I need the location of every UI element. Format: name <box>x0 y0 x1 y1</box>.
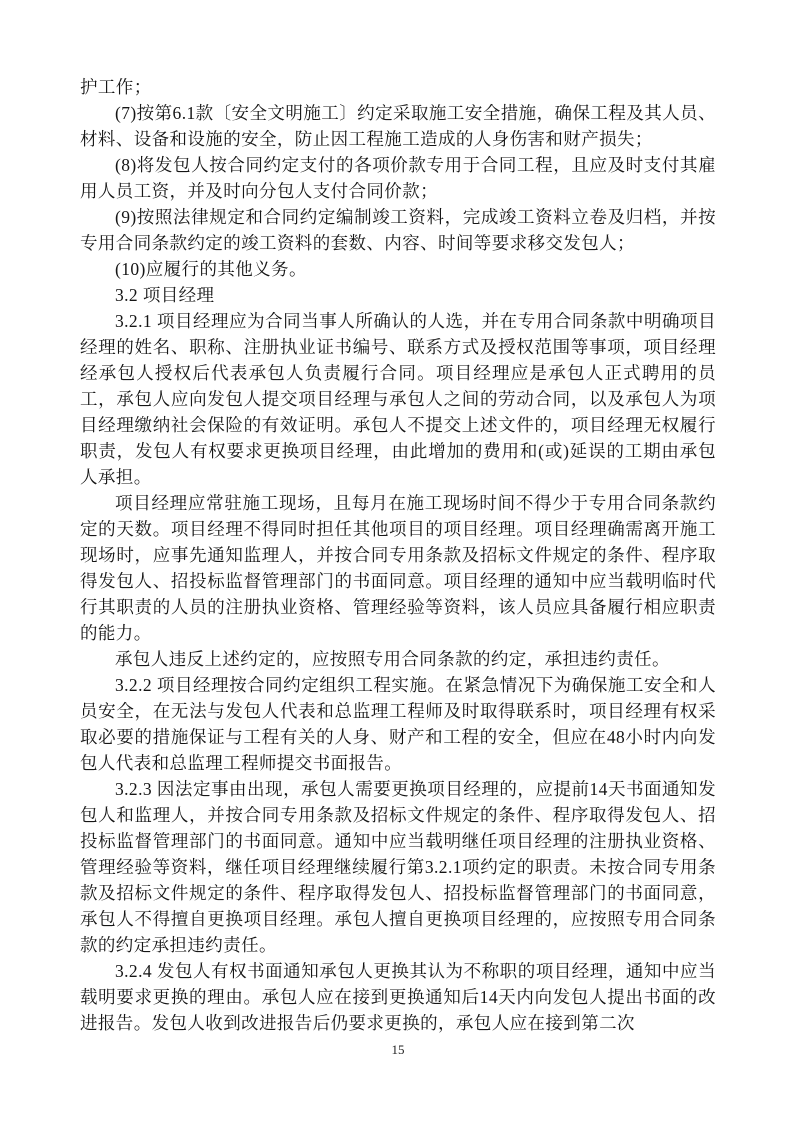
page-number: 15 <box>391 1042 405 1057</box>
paragraph: 3.2.1 项目经理应为合同当事人所确认的人选，并在专用合同条款中明确项目经理的姓名、职称、注册执业证书编号、联系方式及授权范围等事项，项目经理经承包人授权后代表承包人负责履行合同。项目经理应是承包人正式聘用的员工，承包人应向发包人提交项目经理与承包人之间的劳动合同，以及承包人为项目经理缴纳社会保险的有效证明。承包人不提交上述文件的，项目经理无权履行职责，发包人有权要求更换项目经理，由此增加的费用和(或)延误的工期由承包人承担。 <box>80 311 716 487</box>
page-footer <box>80 1042 716 1058</box>
document-body <box>80 74 716 1036</box>
paragraph: (9)按照法律规定和合同约定编制竣工资料，完成竣工资料立卷及归档，并按专用合同条款约定的竣工资料的套数、内容、时间等要求移交发包人； <box>80 207 716 253</box>
paragraph: 3.2.3 因法定事由出现，承包人需要更换项目经理的，应提前14天书面通知发包人和监理人，并按合同专用条款及招标文件规定的条件、程序取得发包人、招投标监督管理部门的书面同意。通知中应当载明继任项目经理的注册执业资格、管理经验等资料，继任项目经理继续履行第3.2.1项约定的职责。未按合同专用条款及招标文件规定的条件、程序取得发包人、招投标监督管理部门的书面同意，承包人不得擅自更换项目经理。承包人擅自更换项目经理的，应按照专用合同条款的约定承担违约责任。 <box>80 779 716 955</box>
paragraph: 项目经理应常驻施工现场，且每月在施工现场时间不得少于专用合同条款约定的天数。项目经理不得同时担任其他项目的项目经理。项目经理确需离开施工现场时，应事先通知监理人，并按合同专用条款及招标文件规定的条件、程序取得发包人、招投标监督管理部门的书面同意。项目经理的通知中应当载明临时代行其职责的人员的注册执业资格、管理经验等资料，该人员应具备履行相应职责的能力。 <box>80 493 716 643</box>
paragraph: (10)应履行的其他义务。 <box>115 259 307 279</box>
paragraph: 3.2.4 发包人有权书面通知承包人更换其认为不称职的项目经理，通知中应当载明要求更换的理由。承包人应在接到更换通知后14天内向发包人提出书面的改进报告。发包人收到改进报告后仍要求更换的，承包人应在接到第二次 <box>80 961 716 1033</box>
paragraph: 承包人违反上述约定的，应按照专用合同条款的约定，承担违约责任。 <box>115 649 670 669</box>
paragraph: 3.2.2 项目经理按合同约定组织工程实施。在紧急情况下为确保施工安全和人员安全，在无法与发包人代表和总监理工程师及时取得联系时，项目经理有权采取必要的措施保证与工程有关的人身、财产和工程的安全，但应在48小时内向发包人代表和总监理工程师提交书面报告。 <box>80 675 716 773</box>
paragraph: (8)将发包人按合同约定支付的各项价款专用于合同工程，且应及时支付其雇用人员工资，并及时向分包人支付合同价款； <box>80 155 716 201</box>
paragraph: 3.2 项目经理 <box>115 285 215 305</box>
paragraph: 护工作； <box>80 77 152 97</box>
paragraph: (7)按第6.1款〔安全文明施工〕约定采取施工安全措施，确保工程及其人员、材料、设备和设施的安全，防止因工程施工造成的人身伤害和财产损失； <box>80 103 716 149</box>
